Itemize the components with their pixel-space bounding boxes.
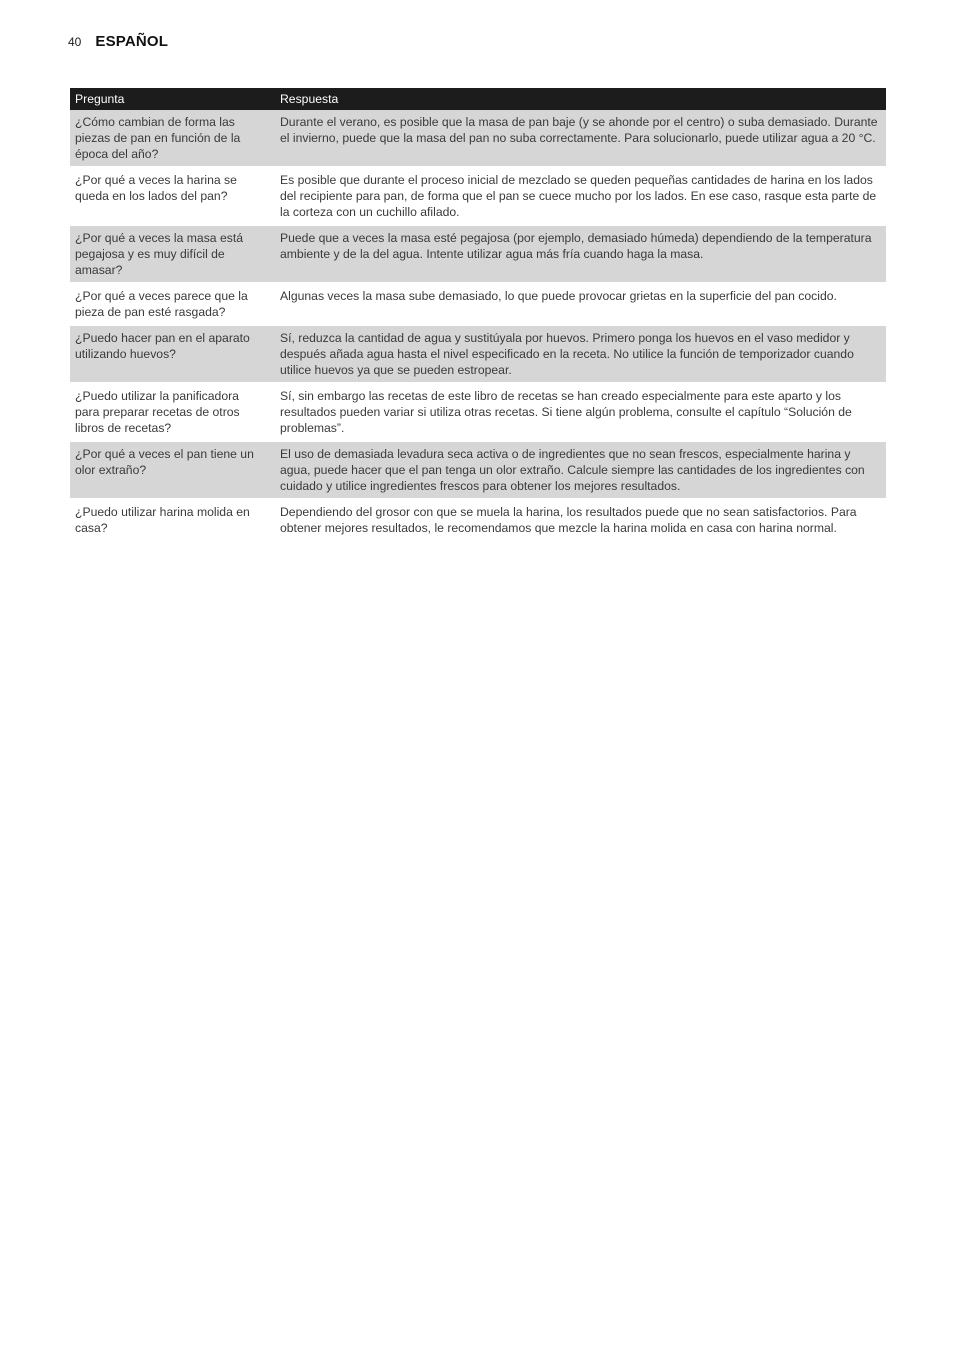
answer-cell: Sí, sin embargo las recetas de este libro de recetas se han creado especialmente para este aparto y los resultados pueden variar si utiliza otras recetas. Si tiene algún problema, consulte el capítulo “Solución de problemas”. <box>275 383 886 441</box>
table-row <box>70 283 886 325</box>
answer-cell: Durante el verano, es posible que la masa de pan baje (y se ahonde por el centro) o suba demasiado. Durante el invierno, puede que la masa del pan no suba correctamente. Para solucionarlo, puede utilizar agua a 20 °C. <box>275 110 886 167</box>
answer-cell: Dependiendo del grosor con que se muela la harina, los resultados puede que no sean satisfactorios. Para obtener mejores resultados, le recomendamos que mezcle la harina molida en casa con harina normal. <box>275 499 886 541</box>
answer-cell: El uso de demasiada levadura seca activa o de ingredientes que no sean frescos, especialmente harina y agua, puede hacer que el pan tenga un olor extraño. Calcule siempre las cantidades de los ingredientes con cuidado y utilice ingredientes frescos para obtener los mejores resultados. <box>275 441 886 499</box>
question-cell: ¿Por qué a veces parece que la pieza de pan esté rasgada? <box>70 283 275 325</box>
answer-cell: Algunas veces la masa sube demasiado, lo que puede provocar grietas en la superficie del pan cocido. <box>275 283 886 325</box>
table-row <box>70 110 886 167</box>
table-row <box>70 383 886 441</box>
table-row <box>70 441 886 499</box>
page-header <box>68 33 168 53</box>
page-number: 40 <box>68 35 82 49</box>
question-cell: ¿Puedo utilizar la panificadora para preparar recetas de otros libros de recetas? <box>70 383 275 441</box>
table-row <box>70 225 886 283</box>
question-cell: ¿Cómo cambian de forma las piezas de pan en función de la época del año? <box>70 110 275 167</box>
question-cell: ¿Por qué a veces la harina se queda en los lados del pan? <box>70 167 275 225</box>
answer-cell: Es posible que durante el proceso inicial de mezclado se queden pequeñas cantidades de harina en los lados del recipiente para pan, de forma que el pan se cuece mucho por los lados. En ese caso, rasque esta parte de la corteza con un cuchillo afilado. <box>275 167 886 225</box>
table-header-row <box>70 88 886 110</box>
question-cell: ¿Puedo hacer pan en el aparato utilizando huevos? <box>70 325 275 383</box>
question-cell: ¿Puedo utilizar harina molida en casa? <box>70 499 275 541</box>
column-header-answer: Respuesta <box>275 88 886 110</box>
column-header-question: Pregunta <box>70 88 275 110</box>
answer-cell: Puede que a veces la masa esté pegajosa (por ejemplo, demasiado húmeda) dependiendo de la temperatura ambiente y de la del agua. Intente utilizar agua más fría cuando haga la masa. <box>275 225 886 283</box>
table-row <box>70 499 886 541</box>
section-language-title: ESPAÑOL <box>95 33 169 50</box>
table-row <box>70 167 886 225</box>
question-cell: ¿Por qué a veces la masa está pegajosa y es muy difícil de amasar? <box>70 225 275 283</box>
table-row <box>70 325 886 383</box>
question-cell: ¿Por qué a veces el pan tiene un olor extraño? <box>70 441 275 499</box>
faq-table <box>70 88 886 542</box>
answer-cell: Sí, reduzca la cantidad de agua y sustitúyala por huevos. Primero ponga los huevos en el vaso medidor y después añada agua hasta el nivel especificado en la receta. No utilice la función de temporizador cuando utilice huevos ya que se pueden estropear. <box>275 325 886 383</box>
